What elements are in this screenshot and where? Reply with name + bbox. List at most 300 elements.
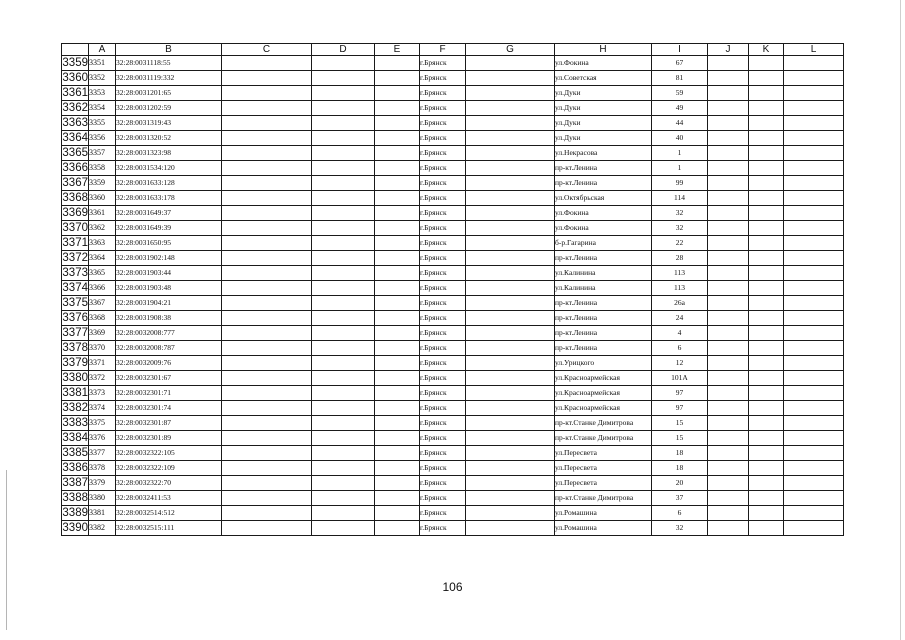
cell-d[interactable]	[312, 431, 375, 446]
cell-d[interactable]	[312, 251, 375, 266]
cell-street[interactable]: пр-кт.Станке Димитрова	[555, 431, 652, 446]
cell-street[interactable]: ул.Октябрьская	[555, 191, 652, 206]
cell-j[interactable]	[708, 251, 749, 266]
cell-city[interactable]: г.Брянск	[420, 281, 466, 296]
cell-city[interactable]: г.Брянск	[420, 521, 466, 536]
cell-g[interactable]	[466, 146, 555, 161]
cell-cadastral-number[interactable]: 32:28:0032301:74	[116, 401, 222, 416]
row-number[interactable]: 3360	[62, 72, 88, 84]
cell-k[interactable]	[749, 101, 784, 116]
cell-street[interactable]: ул.Дуки	[555, 131, 652, 146]
cell-j[interactable]	[708, 71, 749, 86]
cell-city[interactable]: г.Брянск	[420, 311, 466, 326]
cell-e[interactable]	[375, 371, 420, 386]
cell-e[interactable]	[375, 521, 420, 536]
cell-street[interactable]: ул.Советская	[555, 71, 652, 86]
cell-l[interactable]	[784, 251, 844, 266]
cell-house-number[interactable]: 81	[652, 71, 708, 86]
cell-g[interactable]	[466, 86, 555, 101]
cell-k[interactable]	[749, 521, 784, 536]
cell-a[interactable]: 3353	[89, 86, 116, 101]
cell-house-number[interactable]: 97	[652, 386, 708, 401]
cell-e[interactable]	[375, 221, 420, 236]
cell-l[interactable]	[784, 266, 844, 281]
cell-e[interactable]	[375, 251, 420, 266]
cell-j[interactable]	[708, 116, 749, 131]
cell-city[interactable]: г.Брянск	[420, 56, 466, 71]
cell-l[interactable]	[784, 446, 844, 461]
cell-g[interactable]	[466, 506, 555, 521]
cell-c[interactable]	[222, 446, 312, 461]
cell-j[interactable]	[708, 446, 749, 461]
cell-k[interactable]	[749, 71, 784, 86]
cell-k[interactable]	[749, 311, 784, 326]
cell-j[interactable]	[708, 386, 749, 401]
cell-cadastral-number[interactable]: 32:28:0031202:59	[116, 101, 222, 116]
cell-j[interactable]	[708, 206, 749, 221]
cell-j[interactable]	[708, 281, 749, 296]
cell-j[interactable]	[708, 476, 749, 491]
cell-j[interactable]	[708, 191, 749, 206]
cell-house-number[interactable]: 12	[652, 356, 708, 371]
cell-g[interactable]	[466, 311, 555, 326]
cell-street[interactable]: ул.Калинина	[555, 281, 652, 296]
cell-k[interactable]	[749, 356, 784, 371]
cell-g[interactable]	[466, 251, 555, 266]
cell-d[interactable]	[312, 101, 375, 116]
cell-street[interactable]: ул.Калинина	[555, 266, 652, 281]
cell-e[interactable]	[375, 431, 420, 446]
cell-e[interactable]	[375, 101, 420, 116]
cell-g[interactable]	[466, 101, 555, 116]
cell-cadastral-number[interactable]: 32:28:0031903:44	[116, 266, 222, 281]
cell-a[interactable]: 3381	[89, 506, 116, 521]
cell-k[interactable]	[749, 416, 784, 431]
cell-d[interactable]	[312, 341, 375, 356]
cell-e[interactable]	[375, 146, 420, 161]
cell-house-number[interactable]: 113	[652, 266, 708, 281]
cell-g[interactable]	[466, 461, 555, 476]
cell-street[interactable]: ул.Красноармейская	[555, 371, 652, 386]
cell-l[interactable]	[784, 491, 844, 506]
column-header-j[interactable]: J	[708, 44, 749, 56]
row-number[interactable]: 3390	[62, 522, 88, 534]
cell-street[interactable]: ул.Дуки	[555, 86, 652, 101]
cell-g[interactable]	[466, 341, 555, 356]
cell-cadastral-number[interactable]: 32:28:0032301:67	[116, 371, 222, 386]
cell-k[interactable]	[749, 176, 784, 191]
cell-j[interactable]	[708, 311, 749, 326]
cell-street[interactable]: пр-кт.Ленина	[555, 176, 652, 191]
cell-cadastral-number[interactable]: 32:28:0031118:55	[116, 56, 222, 71]
cell-street[interactable]: пр-кт.Ленина	[555, 341, 652, 356]
cell-d[interactable]	[312, 491, 375, 506]
cell-house-number[interactable]: 59	[652, 86, 708, 101]
cell-house-number[interactable]: 114	[652, 191, 708, 206]
cell-d[interactable]	[312, 476, 375, 491]
cell-d[interactable]	[312, 416, 375, 431]
cell-l[interactable]	[784, 131, 844, 146]
cell-city[interactable]: г.Брянск	[420, 416, 466, 431]
cell-k[interactable]	[749, 251, 784, 266]
cell-c[interactable]	[222, 206, 312, 221]
cell-g[interactable]	[466, 416, 555, 431]
cell-d[interactable]	[312, 191, 375, 206]
cell-l[interactable]	[784, 521, 844, 536]
cell-j[interactable]	[708, 356, 749, 371]
cell-a[interactable]: 3366	[89, 281, 116, 296]
cell-a[interactable]: 3369	[89, 326, 116, 341]
cell-e[interactable]	[375, 281, 420, 296]
cell-k[interactable]	[749, 431, 784, 446]
cell-cadastral-number[interactable]: 32:28:0032322:109	[116, 461, 222, 476]
cell-e[interactable]	[375, 71, 420, 86]
cell-d[interactable]	[312, 371, 375, 386]
cell-k[interactable]	[749, 296, 784, 311]
cell-c[interactable]	[222, 401, 312, 416]
cell-g[interactable]	[466, 161, 555, 176]
cell-a[interactable]: 3361	[89, 206, 116, 221]
cell-c[interactable]	[222, 251, 312, 266]
cell-house-number[interactable]: 44	[652, 116, 708, 131]
cell-cadastral-number[interactable]: 32:28:0031633:128	[116, 176, 222, 191]
cell-city[interactable]: г.Брянск	[420, 71, 466, 86]
row-number[interactable]: 3389	[62, 507, 88, 519]
cell-e[interactable]	[375, 266, 420, 281]
cell-cadastral-number[interactable]: 32:28:0032515:111	[116, 521, 222, 536]
cell-d[interactable]	[312, 446, 375, 461]
column-header-b[interactable]: B	[116, 44, 222, 56]
cell-c[interactable]	[222, 191, 312, 206]
cell-k[interactable]	[749, 461, 784, 476]
cell-j[interactable]	[708, 86, 749, 101]
cell-city[interactable]: г.Брянск	[420, 446, 466, 461]
cell-a[interactable]: 3352	[89, 71, 116, 86]
cell-g[interactable]	[466, 221, 555, 236]
cell-city[interactable]: г.Брянск	[420, 131, 466, 146]
cell-d[interactable]	[312, 521, 375, 536]
row-number[interactable]: 3384	[62, 432, 88, 444]
column-header-i[interactable]: I	[652, 44, 708, 56]
cell-g[interactable]	[466, 401, 555, 416]
cell-k[interactable]	[749, 506, 784, 521]
cell-c[interactable]	[222, 341, 312, 356]
cell-city[interactable]: г.Брянск	[420, 161, 466, 176]
cell-k[interactable]	[749, 161, 784, 176]
cell-c[interactable]	[222, 461, 312, 476]
cell-a[interactable]: 3368	[89, 311, 116, 326]
cell-a[interactable]: 3378	[89, 461, 116, 476]
cell-street[interactable]: пр-кт.Станке Димитрова	[555, 491, 652, 506]
cell-street[interactable]: пр-кт.Ленина	[555, 311, 652, 326]
cell-l[interactable]	[784, 161, 844, 176]
cell-cadastral-number[interactable]: 32:28:0031534:120	[116, 161, 222, 176]
cell-street[interactable]: ул.Урицкого	[555, 356, 652, 371]
cell-k[interactable]	[749, 281, 784, 296]
cell-street[interactable]: ул.Дуки	[555, 101, 652, 116]
cell-e[interactable]	[375, 476, 420, 491]
cell-c[interactable]	[222, 416, 312, 431]
cell-house-number[interactable]: 20	[652, 476, 708, 491]
cell-house-number[interactable]: 4	[652, 326, 708, 341]
cell-e[interactable]	[375, 401, 420, 416]
cell-city[interactable]: г.Брянск	[420, 221, 466, 236]
cell-city[interactable]: г.Брянск	[420, 461, 466, 476]
cell-g[interactable]	[466, 281, 555, 296]
cell-k[interactable]	[749, 446, 784, 461]
column-header-c[interactable]: C	[222, 44, 312, 56]
cell-a[interactable]: 3373	[89, 386, 116, 401]
cell-house-number[interactable]: 18	[652, 461, 708, 476]
cell-j[interactable]	[708, 146, 749, 161]
row-number[interactable]: 3375	[62, 297, 88, 309]
row-number[interactable]: 3387	[62, 477, 88, 489]
cell-house-number[interactable]: 32	[652, 221, 708, 236]
column-header-a[interactable]: A	[89, 44, 116, 56]
cell-k[interactable]	[749, 221, 784, 236]
cell-house-number[interactable]: 15	[652, 416, 708, 431]
cell-cadastral-number[interactable]: 32:28:0032514:512	[116, 506, 222, 521]
cell-city[interactable]: г.Брянск	[420, 146, 466, 161]
cell-d[interactable]	[312, 146, 375, 161]
cell-j[interactable]	[708, 161, 749, 176]
cell-k[interactable]	[749, 116, 784, 131]
cell-l[interactable]	[784, 146, 844, 161]
cell-k[interactable]	[749, 146, 784, 161]
cell-l[interactable]	[784, 56, 844, 71]
cell-house-number[interactable]: 26а	[652, 296, 708, 311]
cell-l[interactable]	[784, 431, 844, 446]
cell-j[interactable]	[708, 371, 749, 386]
cell-g[interactable]	[466, 386, 555, 401]
cell-g[interactable]	[466, 446, 555, 461]
row-number[interactable]: 3380	[62, 372, 88, 384]
row-number[interactable]: 3373	[62, 267, 88, 279]
cell-l[interactable]	[784, 236, 844, 251]
cell-d[interactable]	[312, 116, 375, 131]
cell-g[interactable]	[466, 191, 555, 206]
cell-e[interactable]	[375, 161, 420, 176]
cell-l[interactable]	[784, 416, 844, 431]
cell-cadastral-number[interactable]: 32:28:0031649:39	[116, 221, 222, 236]
cell-g[interactable]	[466, 131, 555, 146]
cell-g[interactable]	[466, 116, 555, 131]
cell-cadastral-number[interactable]: 32:28:0032008:777	[116, 326, 222, 341]
cell-g[interactable]	[466, 476, 555, 491]
row-number[interactable]: 3376	[62, 312, 88, 324]
cell-street[interactable]: ул.Фокина	[555, 221, 652, 236]
cell-k[interactable]	[749, 86, 784, 101]
column-header-g[interactable]: G	[466, 44, 555, 56]
column-header-h[interactable]: H	[555, 44, 652, 56]
cell-c[interactable]	[222, 356, 312, 371]
cell-g[interactable]	[466, 326, 555, 341]
row-number[interactable]: 3367	[62, 177, 88, 189]
cell-street[interactable]: ул.Пересвета	[555, 446, 652, 461]
cell-e[interactable]	[375, 461, 420, 476]
cell-d[interactable]	[312, 236, 375, 251]
cell-city[interactable]: г.Брянск	[420, 101, 466, 116]
cell-street[interactable]: ул.Ромашина	[555, 521, 652, 536]
cell-cadastral-number[interactable]: 32:28:0032301:87	[116, 416, 222, 431]
cell-k[interactable]	[749, 191, 784, 206]
cell-a[interactable]: 3363	[89, 236, 116, 251]
cell-a[interactable]: 3359	[89, 176, 116, 191]
cell-e[interactable]	[375, 116, 420, 131]
cell-l[interactable]	[784, 281, 844, 296]
cell-j[interactable]	[708, 506, 749, 521]
cell-cadastral-number[interactable]: 32:28:0032009:76	[116, 356, 222, 371]
cell-city[interactable]: г.Брянск	[420, 86, 466, 101]
cell-c[interactable]	[222, 161, 312, 176]
cell-cadastral-number[interactable]: 32:28:0031903:48	[116, 281, 222, 296]
cell-l[interactable]	[784, 341, 844, 356]
cell-street[interactable]: ул.Фокина	[555, 56, 652, 71]
cell-g[interactable]	[466, 71, 555, 86]
cell-k[interactable]	[749, 386, 784, 401]
cell-house-number[interactable]: 32	[652, 521, 708, 536]
row-number[interactable]: 3382	[62, 402, 88, 414]
cell-a[interactable]: 3358	[89, 161, 116, 176]
row-number[interactable]: 3362	[62, 102, 88, 114]
cell-l[interactable]	[784, 101, 844, 116]
cell-city[interactable]: г.Брянск	[420, 341, 466, 356]
cell-house-number[interactable]: 40	[652, 131, 708, 146]
cell-house-number[interactable]: 6	[652, 341, 708, 356]
cell-c[interactable]	[222, 326, 312, 341]
cell-j[interactable]	[708, 221, 749, 236]
cell-city[interactable]: г.Брянск	[420, 401, 466, 416]
cell-e[interactable]	[375, 191, 420, 206]
cell-cadastral-number[interactable]: 32:28:0032322:70	[116, 476, 222, 491]
cell-a[interactable]: 3367	[89, 296, 116, 311]
cell-street[interactable]: пр-кт.Ленина	[555, 251, 652, 266]
cell-c[interactable]	[222, 386, 312, 401]
cell-street[interactable]: ул.Пересвета	[555, 476, 652, 491]
column-header-e[interactable]: E	[375, 44, 420, 56]
row-number[interactable]: 3386	[62, 462, 88, 474]
cell-street[interactable]: ул.Дуки	[555, 116, 652, 131]
cell-city[interactable]: г.Брянск	[420, 266, 466, 281]
cell-k[interactable]	[749, 236, 784, 251]
cell-e[interactable]	[375, 176, 420, 191]
cell-j[interactable]	[708, 101, 749, 116]
cell-house-number[interactable]: 15	[652, 431, 708, 446]
cell-g[interactable]	[466, 236, 555, 251]
cell-e[interactable]	[375, 446, 420, 461]
cell-d[interactable]	[312, 266, 375, 281]
cell-g[interactable]	[466, 266, 555, 281]
cell-a[interactable]: 3382	[89, 521, 116, 536]
cell-d[interactable]	[312, 296, 375, 311]
cell-house-number[interactable]: 101А	[652, 371, 708, 386]
cell-g[interactable]	[466, 491, 555, 506]
cell-d[interactable]	[312, 326, 375, 341]
cell-d[interactable]	[312, 401, 375, 416]
cell-house-number[interactable]: 97	[652, 401, 708, 416]
cell-cadastral-number[interactable]: 32:28:0032301:71	[116, 386, 222, 401]
cell-k[interactable]	[749, 206, 784, 221]
cell-street[interactable]: ул.Пересвета	[555, 461, 652, 476]
cell-k[interactable]	[749, 326, 784, 341]
cell-c[interactable]	[222, 221, 312, 236]
cell-street[interactable]: пр-кт.Ленина	[555, 161, 652, 176]
column-header-d[interactable]: D	[312, 44, 375, 56]
cell-house-number[interactable]: 113	[652, 281, 708, 296]
cell-d[interactable]	[312, 86, 375, 101]
cell-cadastral-number[interactable]: 32:28:0031650:95	[116, 236, 222, 251]
cell-e[interactable]	[375, 56, 420, 71]
cell-d[interactable]	[312, 506, 375, 521]
cell-j[interactable]	[708, 236, 749, 251]
cell-l[interactable]	[784, 326, 844, 341]
cell-cadastral-number[interactable]: 32:28:0031119:332	[116, 71, 222, 86]
cell-city[interactable]: г.Брянск	[420, 386, 466, 401]
cell-c[interactable]	[222, 131, 312, 146]
row-number[interactable]: 3385	[62, 447, 88, 459]
cell-d[interactable]	[312, 71, 375, 86]
cell-a[interactable]: 3376	[89, 431, 116, 446]
cell-city[interactable]: г.Брянск	[420, 296, 466, 311]
cell-c[interactable]	[222, 431, 312, 446]
cell-c[interactable]	[222, 521, 312, 536]
cell-city[interactable]: г.Брянск	[420, 476, 466, 491]
cell-house-number[interactable]: 18	[652, 446, 708, 461]
cell-e[interactable]	[375, 416, 420, 431]
cell-street[interactable]: ул.Красноармейская	[555, 401, 652, 416]
cell-house-number[interactable]: 49	[652, 101, 708, 116]
cell-city[interactable]: г.Брянск	[420, 491, 466, 506]
cell-street[interactable]: ул.Фокина	[555, 206, 652, 221]
corner-cell[interactable]	[62, 44, 89, 56]
cell-city[interactable]: г.Брянск	[420, 371, 466, 386]
cell-cadastral-number[interactable]: 32:28:0031633:178	[116, 191, 222, 206]
cell-j[interactable]	[708, 56, 749, 71]
cell-d[interactable]	[312, 356, 375, 371]
cell-l[interactable]	[784, 356, 844, 371]
cell-a[interactable]: 3371	[89, 356, 116, 371]
cell-j[interactable]	[708, 521, 749, 536]
row-number[interactable]: 3369	[62, 207, 88, 219]
cell-l[interactable]	[784, 401, 844, 416]
cell-cadastral-number[interactable]: 32:28:0031323:98	[116, 146, 222, 161]
cell-a[interactable]: 3372	[89, 371, 116, 386]
cell-street[interactable]: б-р.Гагарина	[555, 236, 652, 251]
cell-l[interactable]	[784, 311, 844, 326]
cell-street[interactable]: ул.Ромашина	[555, 506, 652, 521]
cell-e[interactable]	[375, 86, 420, 101]
cell-c[interactable]	[222, 146, 312, 161]
cell-l[interactable]	[784, 296, 844, 311]
cell-a[interactable]: 3354	[89, 101, 116, 116]
column-header-k[interactable]: K	[749, 44, 784, 56]
cell-house-number[interactable]: 22	[652, 236, 708, 251]
cell-g[interactable]	[466, 371, 555, 386]
row-number[interactable]: 3374	[62, 282, 88, 294]
cell-house-number[interactable]: 24	[652, 311, 708, 326]
cell-g[interactable]	[466, 206, 555, 221]
cell-e[interactable]	[375, 326, 420, 341]
cell-l[interactable]	[784, 386, 844, 401]
row-number[interactable]: 3383	[62, 417, 88, 429]
cell-a[interactable]: 3379	[89, 476, 116, 491]
cell-house-number[interactable]: 6	[652, 506, 708, 521]
cell-e[interactable]	[375, 236, 420, 251]
cell-c[interactable]	[222, 86, 312, 101]
cell-l[interactable]	[784, 86, 844, 101]
cell-a[interactable]: 3377	[89, 446, 116, 461]
cell-e[interactable]	[375, 341, 420, 356]
